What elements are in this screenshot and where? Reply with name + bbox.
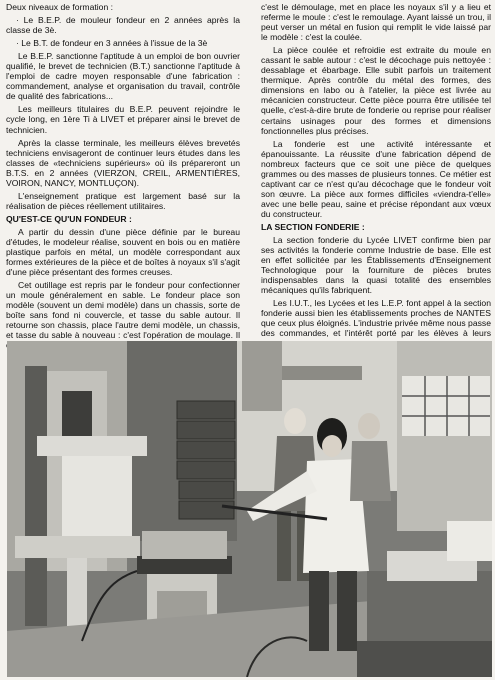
paragraph: La section fonderie du Lycée LIVET confirme bien par ses activités la fonderie comme Industrie de base. Elle est en effet sollicitée par les Établissements d'Enseignement Technologique pour la fourniture de pièces brutes indispensables dans la quasi totalité des ensembles mécaniques qu'ils fabriquent. xyxy=(261,235,491,296)
paragraph: Après la classe terminale, les meilleurs élèves brevetés techniciens envisageront de continuer leurs études dans les classes de «techniciens supérieurs» où ils prépareront un B.T.S. en 2 années (VIERZON, CREIL, ARMENTIÈRES, VOIRON, NANCY, MONTLUÇON). xyxy=(6,137,240,188)
paragraph: Deux niveaux de formation : xyxy=(6,2,114,12)
paragraph: Les meilleurs titulaires du B.E.P. peuvent rejoindre le cycle long, en 1ère Ti à LIVET et préparer ainsi le brevet de technicien. xyxy=(6,104,240,135)
section-heading-fondeur: QU'EST-CE QU'UN FONDEUR : xyxy=(6,213,132,224)
paragraph: Les I.U.T., les Lycées et les L.E.P. font appel à la section fonderie aussi bien les établissements proches de NANTES que ceux plus éloignés. L'industrie privée même nous passe des commandes, et l'intérêt porté par les élèves à leurs xyxy=(261,298,491,339)
paragraph: Cet outillage est repris par le fondeur pour confectionner un moule généralement en sable. Le fondeur place son modèle (souvent un demi modèle) dans un chassis, sorte de boîte sans fond ni couvercle, et tasse du sable autour. Il retourne son chassis, place l'autre demi modèle, un chassis, et tasse du sable à nouveau : c'est l'opération de moulage. Il xyxy=(6,280,240,341)
paragraph: L'enseignement pratique est largement basé sur la réalisation de pièces réellement utilitaires. xyxy=(6,190,240,211)
paragraph: A partir du dessin d'une pièce définie par le bureau d'études, le modeleur réalise, souvent en bois ou en matière plastique parfois en métal, un modèle correspondant aux formes extérieures de la pièce et de boîtes à noyaux s'il s'agit d'une pièce présentant des formes creuses. xyxy=(6,226,241,278)
foundry-workshop-photo xyxy=(7,341,492,677)
paragraph: La pièce coulée et refroidie est extraite du moule en cassant le sable autour : c'est le décochage puis nettoyée : dessablage et ébarbage. Elle subit parfois un traitement thermique. Après contrôle du métal des formes, des dimensions en labo ou à l'atelier, la pièce est livrée au mécanicien constructeur. Cette pièce pourra être utilisée tel quelle, c'est-à-dire brute de fonderie ou reprise pour réaliser certains usinages pour des formes et dimensions fonctionnelles plus précises. xyxy=(261,45,491,136)
right-text-column xyxy=(261,2,491,372)
paragraph: c'est le démoulage, met en place les noyaux s'il y a lieu et referme le moule : c'est le remoulage. Ayant laissé un trou, il peut verser un métal en fusion qui remplit le vide laissé par le modèle : c'est la coulée. xyxy=(261,2,491,43)
paragraph-bep: · Le B.E.P. de mouleur fondeur en 2 années après la classe de 3è. xyxy=(6,15,240,36)
paragraph-bt: · Le B.T. de fondeur en 3 années à l'issue de la 3è xyxy=(16,38,208,49)
left-text-column xyxy=(6,2,240,354)
paragraph: La fonderie est une activité intéressante et épanouissante. La réussite d'une fabrication dépend de nombreux facteurs que ce soit une pièce de quelques grammes ou des masses de plusieurs tonnes. Ce métier est captivant car ce n'est qu'au décochage que le fondeur voit son œuvre. La pièce aux formes difficiles «viendra-t'elle» avec une belle peau, saine et précise répondant aux vœux du constructeur. xyxy=(261,138,491,219)
section-heading-section-fonderie: LA SECTION FONDERIE : xyxy=(261,221,365,232)
paragraph: Le B.E.P. sanctionne l'aptitude à un emploi de bon ouvrier qualifié, le brevet de technicien (B.T.) sanctionne l'aptitude à l'emploi de cadre moyen responsable d'une fabrication : commandement, analyse et organisation du travail, contrôle de qualité des fabrications... xyxy=(6,51,240,102)
